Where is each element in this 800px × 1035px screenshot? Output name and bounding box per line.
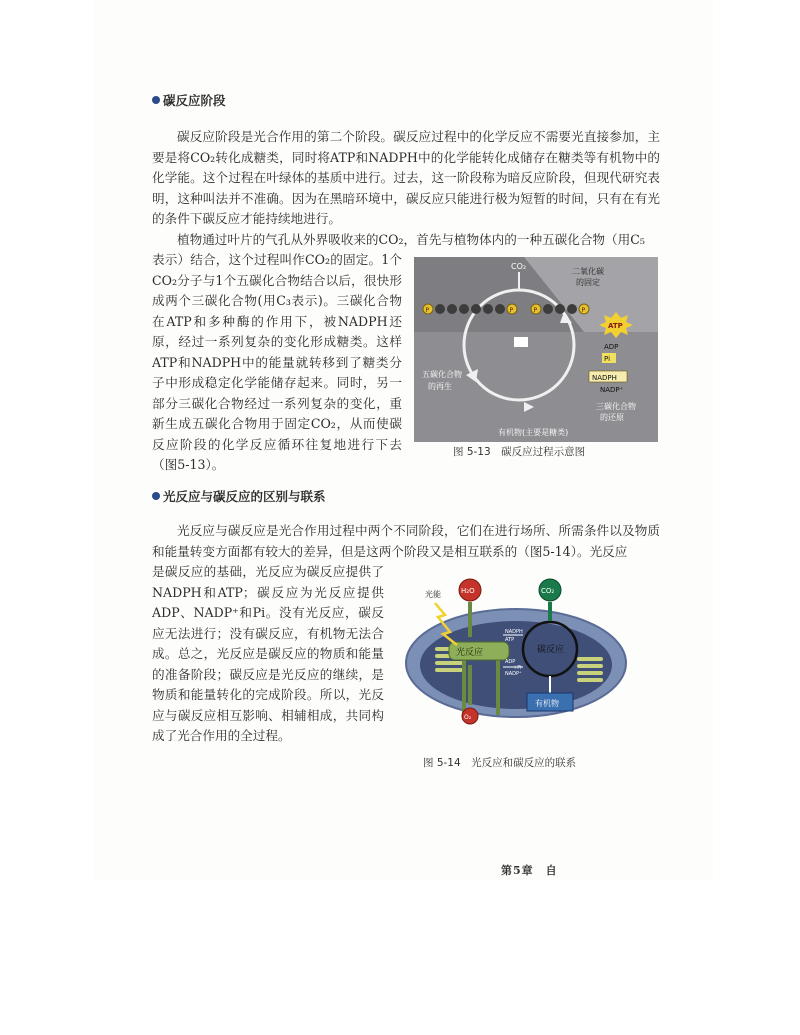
carbon-atom-icon [447,304,457,314]
carbon-atom-icon [495,304,505,314]
paragraph-co2-fixation-line1: 植物通过叶片的气孔从外界吸收来的CO₂，首先与植物体内的一种五碳化合物（用C₅ [177,232,645,247]
reduction-label-line2: 的还原 [600,413,624,422]
fig14-pi-label: +Pi [513,665,522,671]
regeneration-label-line2: 的再生 [428,382,452,391]
fig13-adp-label: ADP [604,343,619,351]
fig14-atp-label: ATP [505,637,515,643]
fig14-adp-label: ADP [505,659,516,665]
fig13-nadp-label: NADP⁺ [600,386,624,394]
phosphate-label: P [581,307,586,314]
carbon-atom-icon [567,304,577,314]
thylakoid-icon [577,671,603,675]
figure-5-14-diagram [405,577,627,725]
paragraph-co2-fixation: 表示）结合，这个过程叫作CO₂的固定。1个CO₂分子与1个五碳化合物结合以后，很快形成两个三碳化合物(用C₃表示)。三碳化合物在ATP和多种酶的作用下，被NADPH还原，经过一系列复杂的变化形成糖类。这样ATP和NADPH中的能量就转移到了糖类分子中形成稳定化学能储存起来。同时，另一部分三碳化合物经过一系列复杂的变化，重新生成五碳化合物用于固定CO₂，从而使碳反应阶段的化学反应循环往复地进行下去（图5-13）。 [152,252,402,472]
carbon-atom-icon [483,304,493,314]
o2-label: O₂ [464,714,472,721]
paragraph-comparison-intro: 光反应与碳反应是光合作用过程中两个不同阶段，它们在进行场所、所需条件以及物质和能量转变方面都有较大的差异，但是这两个阶段又是相互联系的（图5-14）。光反应 [152,523,660,559]
light-energy-label: 光能 [425,590,441,599]
carbon-atom-icon [471,304,481,314]
thylakoid-icon [577,678,603,682]
carbon-atom-icon [543,304,553,314]
thylakoid-icon [577,657,603,661]
heading-bullet-icon [152,96,160,104]
carbon-reaction-label: 碳反应 [537,645,565,655]
fig13-nadph-label: NADPH [592,374,617,382]
carbon-atom-icon [555,304,565,314]
fig13-co2-label: CO₂ [511,262,527,271]
figure-5-13-caption: 图 5-13 碳反应过程示意图 [453,446,586,458]
fig13-pi-label: Pi [604,355,611,363]
phosphate-label: P [509,307,514,314]
thylakoid-icon [435,661,463,665]
h2o-label: H₂O [461,587,475,595]
reduction-label-line1: 三碳化合物 [596,402,636,411]
fig13-atp-label: ATP [608,322,623,330]
thylakoid-icon [577,664,603,668]
cycle-center-marker [514,337,528,347]
phosphate-label: P [425,307,430,314]
carbon-atom-icon [435,304,445,314]
page-footer: 第5章 自 [501,864,558,877]
heading-bullet-icon [152,492,160,500]
carbon-atom-icon [459,304,469,314]
light-reaction-label: 光反应 [456,648,484,658]
fixation-label-line1: 二氧化碳 [572,267,604,276]
thylakoid-icon [435,668,463,672]
figure-5-14-caption: 图 5-14 光反应和碳反应的联系 [423,757,577,769]
section-heading-carbon-reaction: 碳反应阶段 [152,91,226,109]
fixation-label-line2: 的固定 [576,278,600,287]
figure-5-13-diagram [414,257,658,442]
co2-label: CO₂ [541,587,555,595]
fig13-organic-label: 有机物(主要是糖类) [498,428,569,437]
phosphate-label: P [533,307,538,314]
section-heading-comparison: 光反应与碳反应的区别与联系 [152,487,326,505]
fig14-nadph-label: NADPH [505,629,523,635]
fig14-nadp-label: NADP⁺ [505,671,522,677]
fig14-organic-label: 有机物 [535,699,559,708]
paragraph-carbon-intro: 碳反应阶段是光合作用的第二个阶段。碳反应过程中的化学反应不需要光直接参加，主要是将CO₂转化成糖类，同时将ATP和NADPH中的化学能转化成储存在糖类等有机物中的化学能。这个过程在叶绿体的基质中进行。过去，这一阶段称为暗反应阶段，但现代研究表明，这种叫法并不准确。因为在黑暗环境中，碳反应只能进行极为短暂的时间，只有在有光的条件下碳反应才能持续地进行。 [152,129,660,226]
paragraph-comparison-body: 是碳反应的基础，光反应为碳反应提供了NADPH和ATP；碳反应为光反应提供ADP、NADP⁺和Pi。没有光反应，碳反应无法进行；没有碳反应，有机物无法合成。总之，光反应是碳反应的物质和能量的准备阶段；碳反应是光反应的继续，是物质和能量转化的完成阶段。所以，光反应与碳反应相互影响、相辅相成，共同构成了光合作用的全过程。 [152,564,384,743]
regeneration-label-line1: 五碳化合物 [422,370,462,379]
